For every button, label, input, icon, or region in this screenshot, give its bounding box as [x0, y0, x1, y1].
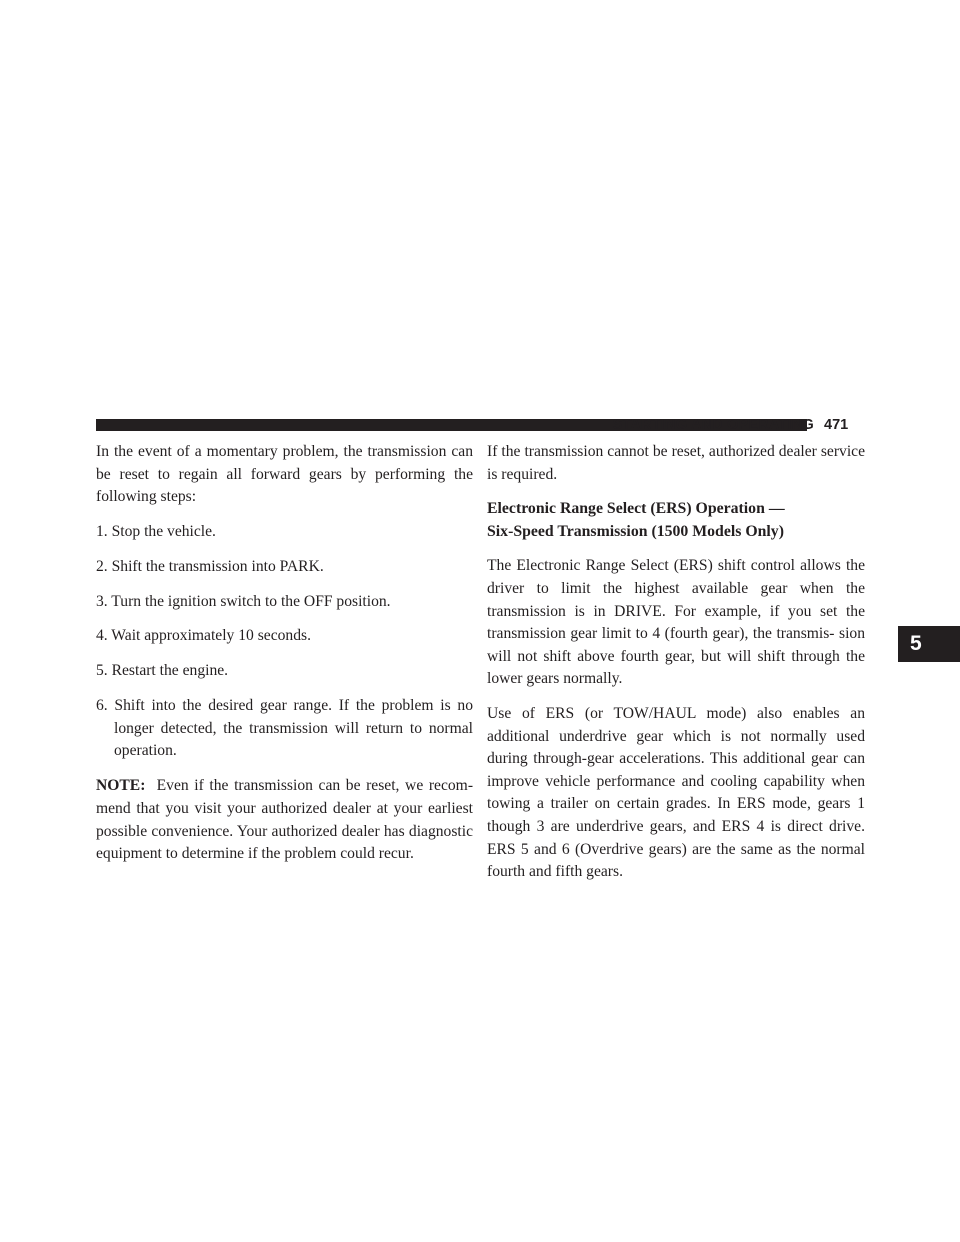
- section-title: STARTING AND OPERATING: [612, 417, 814, 433]
- page-number: 471: [824, 417, 849, 433]
- right-column: [487, 441, 865, 896]
- step-3: 3. Turn the ignition switch to the OFF position.: [96, 592, 391, 610]
- step-6: 6. Shift into the desired gear range. If the problem is no longer detected, the transmission will return to normal operation.: [96, 697, 473, 760]
- ers-paragraph-2: Use of ERS (or TOW/HAUL mode) also enables an additional underdrive gear which is not normally used during through-gear accelerations. This additional gear can improve vehicle performance and cooling capability when towing a trailer on certain grades. In ERS mode, gears 1 though 3 are underdrive gears, and ERS 4 is direct drive. ERS 5 and 6 (Overdrive gears) are the same as the normal fourth and fifth gears.: [487, 704, 865, 881]
- ers-paragraph-1: The Electronic Range Select (ERS) shift control allows the driver to limit the highest available gear when the transmission is in DRIVE. For example, if you set the transmission gear limit to 4 (fourth gear), the transmis- sion will not shift above fourth gear, but will shift through the lower gears normally.: [487, 557, 865, 688]
- reset-paragraph: If the transmission cannot be reset, authorized dealer service is required.: [487, 443, 865, 483]
- chapter-tab: 5: [898, 626, 960, 662]
- ers-heading-line-2: Six-Speed Transmission (1500 Models Only): [487, 522, 784, 540]
- note-label: NOTE:: [96, 777, 146, 795]
- intro-paragraph: In the event of a momentary problem, the transmission can be reset to regain all forward gears by performing the following steps:: [96, 443, 473, 506]
- step-2: 2. Shift the transmission into PARK.: [96, 557, 324, 575]
- ers-heading-line-1: Electronic Range Select (ERS) Operation —: [487, 500, 785, 518]
- step-5: 5. Restart the engine.: [96, 662, 229, 680]
- note-paragraph: [96, 775, 473, 865]
- step-1: 1. Stop the vehicle.: [96, 522, 216, 540]
- step-4: 4. Wait approximately 10 seconds.: [96, 627, 311, 645]
- note-text: Even if the transmission can be reset, we recom- mend that you visit your authorized dealer at your earliest possible convenience. Your authorized dealer has diagnostic equipment to determine if the problem could recur.: [96, 777, 474, 863]
- left-column: [96, 441, 473, 878]
- ers-heading: [487, 498, 865, 543]
